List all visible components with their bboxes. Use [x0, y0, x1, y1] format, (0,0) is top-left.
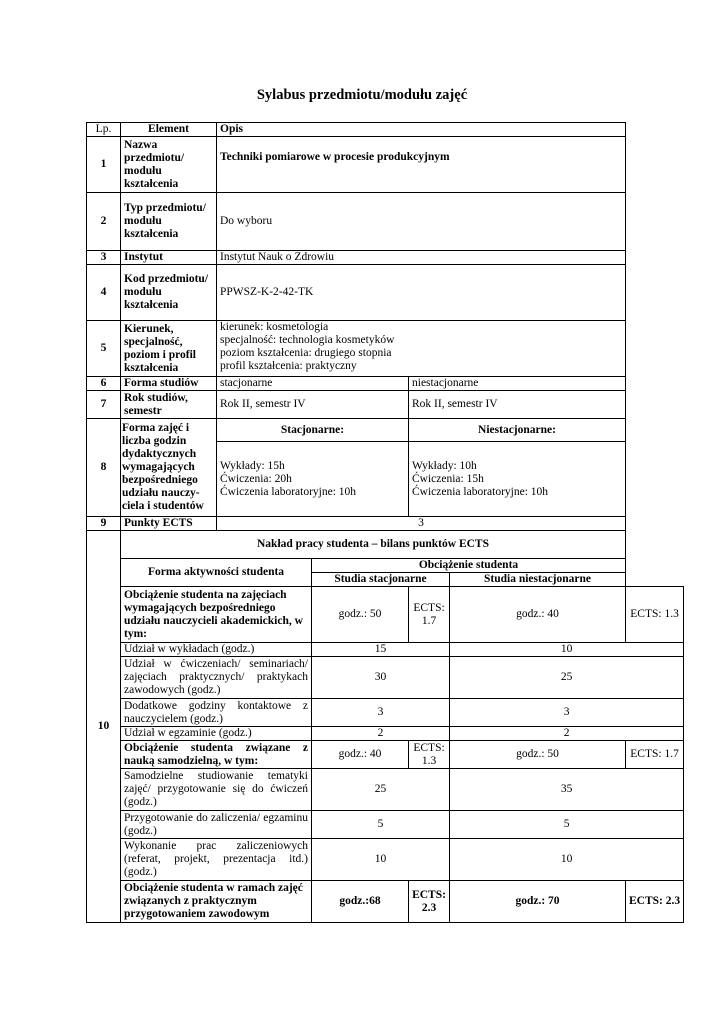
ects-label: Obciążenie studenta na zajęciach wymagających bezpośredniego udziału nauczycieli akademickich, w tym: — [121, 587, 312, 643]
row-8-lp: 8 — [87, 419, 121, 517]
row-8-niestac-line: Ćwiczenia: 15h — [412, 472, 484, 485]
ects-value: 2 — [450, 727, 684, 741]
ects-value: 5 — [312, 811, 450, 839]
row-5-line: poziom kształcenia: drugiego stopnia — [220, 347, 392, 359]
ects-stac-header: Studia stacjonarne — [312, 573, 450, 587]
ects-label: Udział w ćwiczeniach/ seminariach/ zajęciach praktycznych/ praktykach zawodowych (godz.) — [121, 657, 312, 699]
ects-row — [87, 741, 684, 769]
ects-value: 25 — [312, 769, 450, 811]
row-8-stac-line: Wykłady: 15h — [220, 459, 285, 472]
row-5-line: specjalność: technologia kosmetyków — [220, 334, 395, 346]
row-7-stac: Rok II, semestr IV — [217, 391, 409, 419]
ects-row — [87, 643, 684, 657]
ects-row — [87, 657, 684, 699]
row-8-niestac-header: Niestacjonarne: — [409, 419, 626, 442]
row-3-lp: 3 — [87, 251, 121, 265]
ects-value: ECTS: 2.3 — [626, 881, 684, 923]
row-1-element: Nazwa przedmiotu/ modułu kształcenia — [121, 137, 217, 193]
row-6-niestac: niestacjonarne — [409, 377, 626, 391]
ects-value: 30 — [312, 657, 450, 699]
ects-label: Dodatkowe godziny kontaktowe z nauczycielem (godz.) — [121, 699, 312, 727]
header-lp: Lp. — [87, 123, 121, 137]
ects-label: Wykonanie prac zaliczeniowych (referat, projekt, prezentacja itd.) (godz.) — [121, 839, 312, 881]
row-5-line: profil kształcenia: praktyczny — [220, 360, 357, 372]
row-2-lp: 2 — [87, 193, 121, 251]
row-5 — [87, 321, 684, 377]
row-7-element: Rok studiów, semestr — [121, 391, 217, 419]
syllabus-table — [86, 122, 684, 923]
row-7-niestac: Rok II, semestr IV — [409, 391, 626, 419]
ects-label: Obciążenie studenta w ramach zajęć związanych z praktycznym przygotowaniem zawodowym — [121, 881, 312, 923]
ects-row — [87, 699, 684, 727]
ects-label: Przygotowanie do zaliczenia/ egzaminu (godz.) — [121, 811, 312, 839]
row-2-element: Typ przedmiotu/ modułu kształcenia — [121, 193, 217, 251]
row-5-line: kierunek: kosmetologia — [220, 321, 329, 333]
row-2 — [87, 193, 684, 251]
row-6 — [87, 377, 684, 391]
row-5-lp: 5 — [87, 321, 121, 377]
ects-value: godz.: 40 — [312, 741, 409, 769]
page-title: Sylabus przedmiotu/modułu zajęć — [256, 87, 468, 103]
ects-value: 15 — [312, 643, 450, 657]
row-3 — [87, 251, 684, 265]
ects-value: godz.: 50 — [450, 741, 626, 769]
row-8-stac-line: Ćwiczenia: 20h — [220, 472, 292, 485]
header-opis: Opis — [217, 123, 626, 137]
ects-value: 3 — [450, 699, 684, 727]
ects-label: Udział w egzaminie (godz.) — [121, 727, 312, 741]
ects-value: 5 — [450, 811, 684, 839]
header-row — [87, 123, 684, 137]
ects-row — [87, 587, 684, 643]
row-6-stac: stacjonarne — [217, 377, 409, 391]
row-4 — [87, 265, 684, 321]
row-3-element: Instytut — [121, 251, 217, 265]
ects-value: ECTS: 2.3 — [409, 881, 450, 923]
ects-value: 10 — [450, 643, 684, 657]
ects-value: 25 — [450, 657, 684, 699]
row-9-element: Punkty ECTS — [121, 517, 217, 531]
ects-value: 10 — [312, 839, 450, 881]
ects-niestac-header: Studia niestacjonarne — [450, 573, 626, 587]
ects-value: ECTS: 1.3 — [626, 587, 684, 643]
ects-value: ECTS: 1.7 — [626, 741, 684, 769]
row-9 — [87, 517, 684, 531]
row-7 — [87, 391, 684, 419]
row-10-lp: 10 — [87, 531, 121, 923]
row-8-niestac-line: Ćwiczenia laboratoryjne: 10h — [412, 485, 549, 498]
ects-header-row-1 — [87, 559, 684, 573]
row-8-niestac-values — [409, 442, 626, 517]
ects-value: ECTS: 1.7 — [409, 587, 450, 643]
ects-forma-header: Forma aktywności studenta — [121, 559, 312, 587]
row-4-lp: 4 — [87, 265, 121, 321]
row-6-element: Forma studiów — [121, 377, 217, 391]
ects-value: 3 — [312, 699, 450, 727]
row-9-value: 3 — [217, 517, 626, 531]
ects-value: godz.: 40 — [450, 587, 626, 643]
row-5-element: Kierunek, specjalność, poziom i profil kształcenia — [121, 321, 217, 377]
row-7-lp: 7 — [87, 391, 121, 419]
row-5-value — [217, 321, 626, 377]
ects-value: 2 — [312, 727, 450, 741]
ects-row — [87, 769, 684, 811]
ects-value: godz.: 50 — [312, 587, 409, 643]
row-8-niestac-line: Wykłady: 10h — [412, 459, 477, 472]
row-4-element: Kod przedmiotu/ modułu kształcenia — [121, 265, 217, 321]
row-2-value: Do wyboru — [217, 193, 626, 251]
row-8-element: Forma zajęć i liczba godzin dydaktycznych wymagających bezpośredniego udziału nauczy-ciela i studentów — [121, 419, 217, 517]
ects-value: ECTS: 1.3 — [409, 741, 450, 769]
row-8-stac-line: Ćwiczenia laboratoryjne: 10h — [220, 485, 357, 498]
ects-value: godz.: 70 — [450, 881, 626, 923]
ects-label: Udział w wykładach (godz.) — [121, 643, 312, 657]
ects-label: Obciążenie studenta związane z nauką samodzielną, w tym: — [121, 741, 312, 769]
ects-label: Samodzielne studiowanie tematyki zajęć/ przygotowanie się do ćwiczeń (godz.) — [121, 769, 312, 811]
row-8-header — [87, 419, 684, 442]
ects-row — [87, 727, 684, 741]
ects-obc-header: Obciążenie studenta — [312, 559, 626, 573]
ects-title: Nakład pracy studenta – bilans punktów ECTS — [121, 531, 626, 559]
row-1 — [87, 137, 684, 193]
row-1-lp: 1 — [87, 137, 121, 193]
ects-row — [87, 839, 684, 881]
ects-row — [87, 811, 684, 839]
row-1-value: Techniki pomiarowe w procesie produkcyjnym — [217, 137, 626, 193]
row-4-value: PPWSZ-K-2-42-TK — [217, 265, 626, 321]
row-6-lp: 6 — [87, 377, 121, 391]
row-8-stac-values — [217, 442, 409, 517]
ects-value: 10 — [450, 839, 684, 881]
ects-value: 35 — [450, 769, 684, 811]
ects-title-row — [87, 531, 684, 559]
ects-row — [87, 881, 684, 923]
ects-value: godz.:68 — [312, 881, 409, 923]
row-8-stac-header: Stacjonarne: — [217, 419, 409, 442]
row-3-value: Instytut Nauk o Zdrowiu — [217, 251, 626, 265]
header-element: Element — [121, 123, 217, 137]
row-9-lp: 9 — [87, 517, 121, 531]
